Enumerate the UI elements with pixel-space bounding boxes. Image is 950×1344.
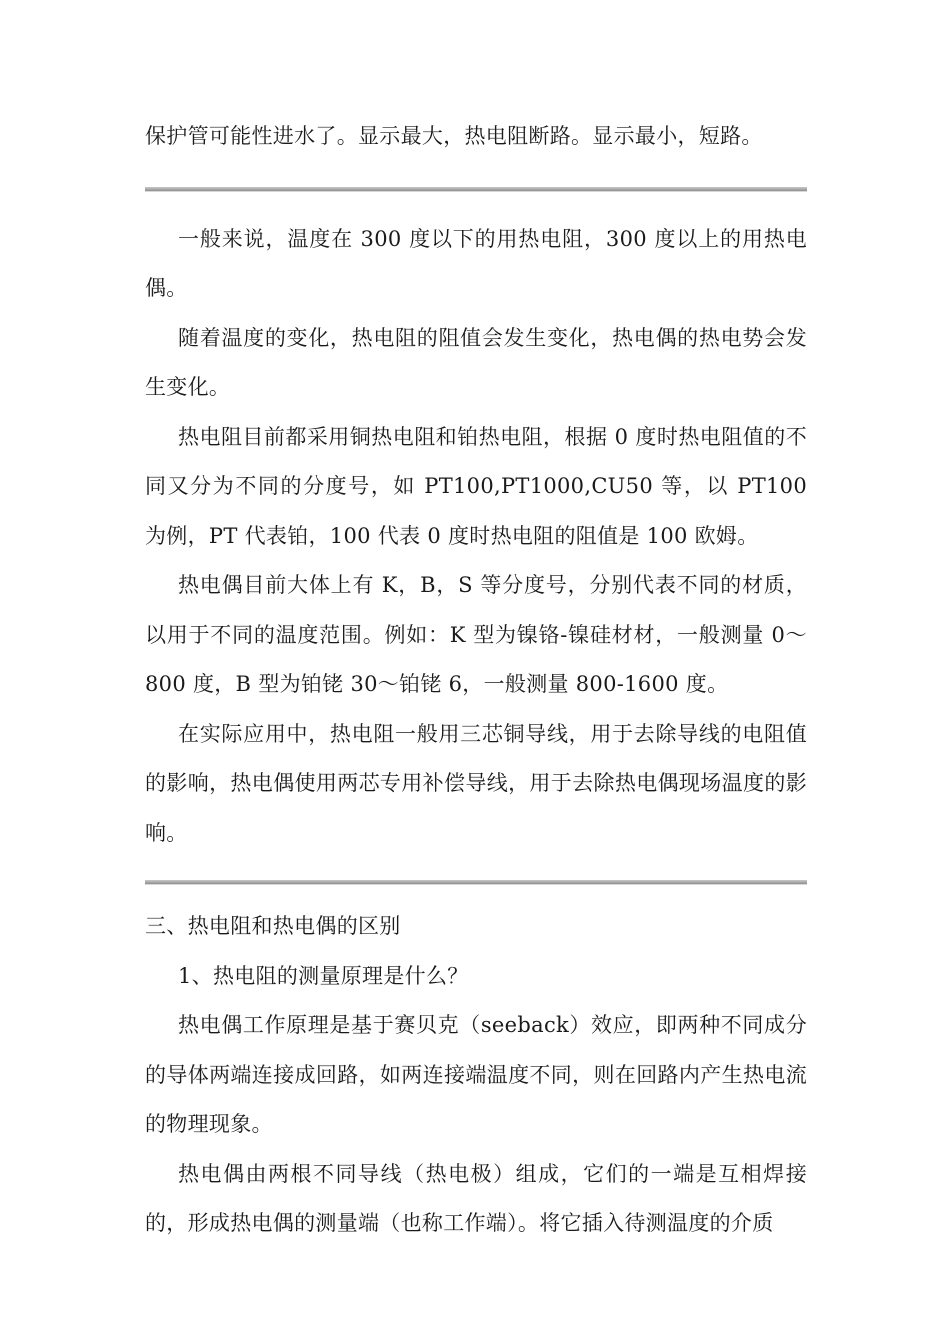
paragraph-temperature-change: 随着温度的变化，热电阻的阻值会发生变化，热电偶的热电势会发生变化。 xyxy=(145,325,807,399)
horizontal-divider xyxy=(145,187,807,192)
paragraph-fault-diagnosis: 保护管可能性进水了。显示最大，热电阻断路。显示最小，短路。 xyxy=(145,124,763,148)
paragraph-thermocouple-structure: 热电偶由两根不同导线（热电极）组成，它们的一端是互相焊接的，形成热电偶的测量端（也称工作端）。将它插入待测温度的介质 xyxy=(145,1161,807,1235)
paragraph-usage-range: 一般来说，温度在 300 度以下的用热电阻，300 度以上的用热电偶。 xyxy=(145,226,807,300)
section-heading: 三、热电阻和热电偶的区别 xyxy=(145,914,401,938)
paragraph-thermocouple-types: 热电偶目前大体上有 K，B，S 等分度号，分别代表不同的材质，以用于不同的温度范围。例如：K 型为镍铬-镍硅材材，一般测量 0～800 度，B 型为铂铑 30～铂铑 6，一般测量 800-1600 度。 xyxy=(145,573,807,696)
horizontal-divider xyxy=(145,880,807,885)
document-page xyxy=(145,112,807,1249)
paragraph-wiring: 在实际应用中，热电阻一般用三芯铜导线，用于去除导线的电阻值的影响，热电偶使用两芯专用补偿导线，用于去除热电偶现场温度的影响。 xyxy=(145,721,807,845)
paragraph-seebeck-principle: 热电偶工作原理是基于赛贝克（seeback）效应，即两种不同成分的导体两端连接成回路，如两连接端温度不同，则在回路内产生热电流的物理现象。 xyxy=(145,1013,807,1136)
question-heading: 1、热电阻的测量原理是什么？ xyxy=(178,963,469,988)
paragraph-rtd-types: 热电阻目前都采用铜热电阻和铂热电阻，根据 0 度时热电阻值的不同又分为不同的分度号，如 PT100,PT1000,CU50 等，以 PT100 为例，PT 代表铂，100 代表 0 度时热电阻的阻值是 100 欧姆。 xyxy=(145,424,807,548)
